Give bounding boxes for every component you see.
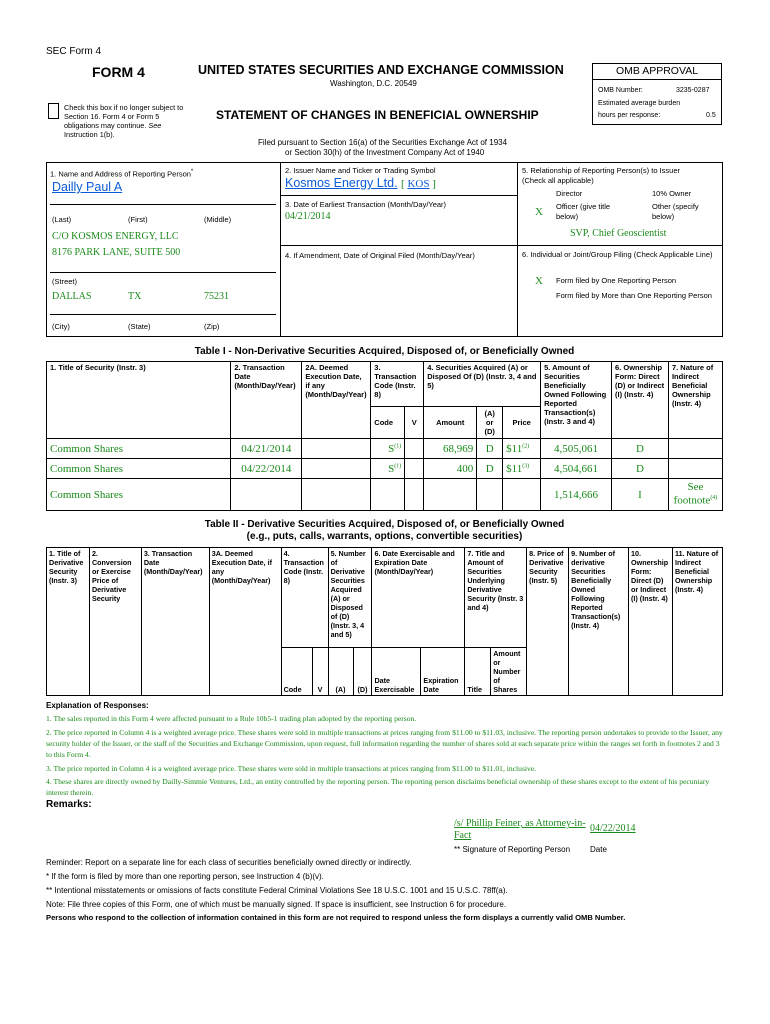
t1-nature [668,479,722,511]
t1-form: I [612,479,669,511]
t2-col7-header: 7. Title and Amount of Securities Underlying Derivative Security (Instr. 3 and 4) [465,548,527,648]
t1-code [371,459,405,479]
t1-amount-header: Amount [424,407,477,439]
one-person-label: Form filed by One Reporting Person [556,276,677,285]
t1-price-val: $11 [506,462,523,475]
filed-line-2: or Section 30(h) of the Investment Company Act of 1940 [285,148,485,157]
issuer-ticker-link[interactable]: KOS [407,178,430,190]
t1-ad: D [477,439,503,459]
t1-price-header: Price [503,407,541,439]
relationship-label: 5. Relationship of Reporting Person(s) to Issuer [522,166,680,175]
t2-d-header: (D) [353,648,372,696]
t1-deemed [302,459,371,479]
director-label: Director [556,189,583,198]
t1-code-fn: (1) [394,442,402,449]
checkbox-label [64,103,189,139]
t1-col4-header: 4. Securities Acquired (A) or Disposed Of (D) (Instr. 3, 4 and 5) [424,362,541,407]
t2-code-header: Code [281,648,312,696]
hours-value: 0.5 [706,112,716,119]
t2-amount-header: Amount or Number of Shares [491,648,527,696]
t1-v-header: V [405,407,424,439]
t1-col2-header: 2. Transaction Date (Month/Day/Year) [231,362,302,439]
t2-col4-header: 4. Transaction Code (Instr. 8) [281,548,328,648]
t1-title: Common Shares [47,459,231,479]
t1-code [371,439,405,459]
remarks-heading: Remarks: [46,799,92,810]
signature-date: 04/22/2014 [590,823,636,834]
footnote-4: 4. These shares are directly owned by Dailly-Simmie Ventures, Ltd., an entity controlled by the reporting person. The reporting person disclaims beneficial ownership of these shares except to the extent of his pecuniary interest therein. [46,777,710,797]
t1-owned: 1,514,666 [541,479,612,511]
t2-expiration-header: Expiration Date [421,648,465,696]
footnote-3: 3. The price reported in Column 4 is a weighted average price. These shares were sold in multiple transactions at prices ranging from $11.00 to $11.01, inclusive. [46,764,537,773]
checkbox[interactable] [48,103,59,119]
checkbox-see: See [148,121,162,130]
table-row [47,459,723,479]
form-title: FORM 4 [92,64,145,80]
t1-price [503,439,541,459]
filed-line-1: Filed pursuant to Section 16(a) of the Securities Exchange Act of 1934 [258,138,508,147]
table2-title-1: Table II - Derivative Securities Acquired, Disposed of, or Beneficially Owned [204,519,565,530]
t1-v [405,439,424,459]
t1-amount: 68,969 [424,439,477,459]
t2-col1-header: 1. Title of Derivative Security (Instr. 3) [47,548,90,696]
footnote-2: 2. The price reported in Column 4 is a weighted average price. These shares were sold in multiple transactions at prices ranging from $11.00 to $11.03, inclusive. The reporting person undertakes to provide to the Issuer, any security holder of the Issuer, or the staff of the Securities and Exchange Commission, upon request, full information regarding the number of shares sold at each separate price within the ranges set forth in footnotes 2 and 3 to this Form 4. [46,728,723,759]
sec-form-label: SEC Form 4 [46,46,102,57]
t1-col6-header: 6. Ownership Form: Direct (D) or Indirect (I) (Instr. 4) [612,362,669,439]
t1-title: Common Shares [47,439,231,459]
checkbox-instr: Instruction 1(b). [64,130,115,139]
t1-col3-header: 3. Transaction Code (Instr. 8) [371,362,424,407]
t1-form: D [612,459,669,479]
zip-label: (Zip) [204,322,220,331]
t1-col7-header: 7. Nature of Indirect Beneficial Ownership (Instr. 4) [668,362,722,439]
officer-check: X [535,206,543,218]
statement-title: STATEMENT OF CHANGES IN BENEFICIAL OWNERSHIP [216,108,539,122]
t2-col8-header: 8. Price of Derivative Security (Instr. 5) [527,548,569,696]
t1-nature [668,439,722,459]
intentional-note: ** Intentional misstatements or omissions of facts constitute Federal Criminal Violations See 18 U.S.C. 1001 and 15 U.S.C. 78ff(a). [46,886,508,895]
t1-col1-header: 1. Title of Security (Instr. 3) [47,362,231,439]
officer-label: Officer (give title below) [556,202,611,221]
t1-ad-header: (A) or (D) [477,407,503,439]
footnote-1: 1. The sales reported in this Form 4 were affected pursuant to a Rule 10b5-1 trading plan adopted by the reporting person. [46,714,417,723]
t2-col6-header: 6. Date Exercisable and Expiration Date (Month/Day/Year) [372,548,465,648]
signature: /s/ Phillip Feiner, as Attorney-in-Fact [454,818,586,841]
one-person-check: X [535,275,543,287]
t1-price-val: $11 [506,442,523,455]
reminder-text: Reminder: Report on a separate line for each class of securities beneficially owned directly or indirectly. [46,858,412,867]
reporting-label-text: 1. Name and Address of Reporting Person [50,169,191,179]
more-person-label: Form filed by More than One Reporting Person [556,291,712,300]
persons-note: Persons who respond to the collection of information contained in this form are not required to respond unless the form displays a currently valid OMB Number. [46,913,626,922]
state-label: (State) [128,322,151,331]
filing-label: 6. Individual or Joint/Group Filing (Check Applicable Line) [522,250,713,259]
t1-owned: 4,504,661 [541,459,612,479]
t1-price [503,459,541,479]
check-all-label: (Check all applicable) [522,176,594,185]
hours-label: hours per response: [598,112,661,119]
t1-price-fn: (3) [522,462,530,469]
t2-a-header: (A) [328,648,353,696]
omb-number: 3235-0287 [676,87,710,94]
middle-label: (Middle) [204,215,232,224]
zip-value: 75231 [204,291,229,302]
t1-code-val: S [388,462,395,475]
t2-col5-header: 5. Number of Derivative Securities Acquired (A) or Disposed of (D) (Instr. 3, 4 and 5) [328,548,372,648]
city-label: (City) [52,322,70,331]
table-row [47,439,723,459]
omb-number-label: OMB Number: [598,87,643,94]
address-line-2: 8176 PARK LANE, SUITE 500 [52,247,181,258]
officer-title: SVP, Chief Geoscientist [570,228,667,239]
t1-date: 04/22/2014 [231,459,302,479]
t1-deemed [302,479,371,511]
t2-col2-header: 2. Conversion or Exercise Price of Derivative Security [89,548,141,696]
commission-city: Washington, D.C. 20549 [330,79,417,88]
t1-amount: 400 [424,459,477,479]
t1-price [503,479,541,511]
t1-col5-header: 5. Amount of Securities Beneficially Owned Following Reported Transaction(s) (Instr. 3 and 4) [541,362,612,439]
earliest-date-label: 3. Date of Earliest Transaction (Month/Day/Year) [285,200,447,209]
t1-col2a-header: 2A. Deemed Execution Date, if any (Month/Day/Year) [302,362,371,439]
t1-owned: 4,505,061 [541,439,612,459]
t1-ad [477,479,503,511]
t2-exercisable-header: Date Exercisable [372,648,421,696]
t1-nature [668,459,722,479]
t2-col3a-header: 3A. Deemed Execution Date, if any (Month/Day/Year) [209,548,281,696]
t2-title-header: Title [465,648,491,696]
table-row [47,479,723,511]
reporting-person-label [50,169,193,179]
issuer-name-line [285,176,436,190]
issuer-ticker: [ KOS ] [401,178,436,190]
t2-v-header: V [312,648,328,696]
t1-v [405,459,424,479]
t1-deemed [302,439,371,459]
t1-date: 04/21/2014 [231,439,302,459]
street-label: (Street) [52,277,78,286]
t1-nature-fn: (4) [710,495,718,502]
address-line-1: C/O KOSMOS ENERGY, LLC [52,231,179,242]
table2-title [46,519,723,543]
ten-pct-label: 10% Owner [652,189,692,198]
t1-nature-val: See footnote [673,481,711,507]
t1-code-header: Code [371,407,405,439]
table1 [46,361,723,511]
t1-ad: D [477,459,503,479]
earliest-date: 04/21/2014 [285,211,331,222]
table2 [46,547,723,696]
issuer-label: 2. Issuer Name and Ticker or Trading Symbol [285,166,436,175]
date-label: Date [590,845,607,854]
other-label: Other (specify below) [652,202,699,221]
t1-code-val: S [388,442,395,455]
table1-title: Table I - Non-Derivative Securities Acquired, Disposed of, or Beneficially Owned [194,346,575,357]
commission-title: UNITED STATES SECURITIES AND EXCHANGE COMMISSION [198,63,564,77]
t1-amount [424,479,477,511]
t1-date [231,479,302,511]
t1-code-fn: (1) [394,462,402,469]
state-value: TX [128,291,142,302]
t2-col3-header: 3. Transaction Date (Month/Day/Year) [141,548,209,696]
star-note: * If the form is filed by more than one reporting person, see Instruction 4 (b)(v). [46,872,324,881]
omb-title: OMB APPROVAL [592,63,722,80]
explanation-heading: Explanation of Responses: [46,701,149,710]
t2-col10-header: 10. Ownership Form: Direct (D) or Indirect (I) (Instr. 4) [629,548,673,696]
reporting-person-name[interactable]: Dailly Paul A [52,180,123,194]
first-label: (First) [128,215,148,224]
amendment-label: 4. If Amendment, Date of Original Filed (Month/Day/Year) [285,251,475,260]
t2-col9-header: 9. Number of derivative Securities Beneficially Owned Following Reported Transaction(s) (Instr. 4) [569,548,629,696]
t2-col11-header: 11. Nature of Indirect Beneficial Ownership (Instr. 4) [673,548,723,696]
last-label: (Last) [52,215,72,224]
copies-note: Note: File three copies of this Form, one of which must be manually signed. If space is insufficient, see Instruction 6 for procedure. [46,900,507,909]
reporting-star: * [190,169,194,175]
signature-label: ** Signature of Reporting Person [454,845,571,854]
issuer-name[interactable]: Kosmos Energy Ltd. [285,176,398,190]
t1-title: Common Shares [47,479,231,511]
t1-v [405,479,424,511]
checkbox-text: Check this box if no longer subject to Section 16. Form 4 or Form 5 obligations may continue. [64,103,184,130]
table2-title-2: (e.g., puts, calls, warrants, options, convertible securities) [246,531,523,542]
t1-code [371,479,405,511]
t1-price-fn: (2) [522,442,530,449]
t1-form: D [612,439,669,459]
burden-label: Estimated average burden [598,100,681,107]
city-value: DALLAS [52,291,92,302]
